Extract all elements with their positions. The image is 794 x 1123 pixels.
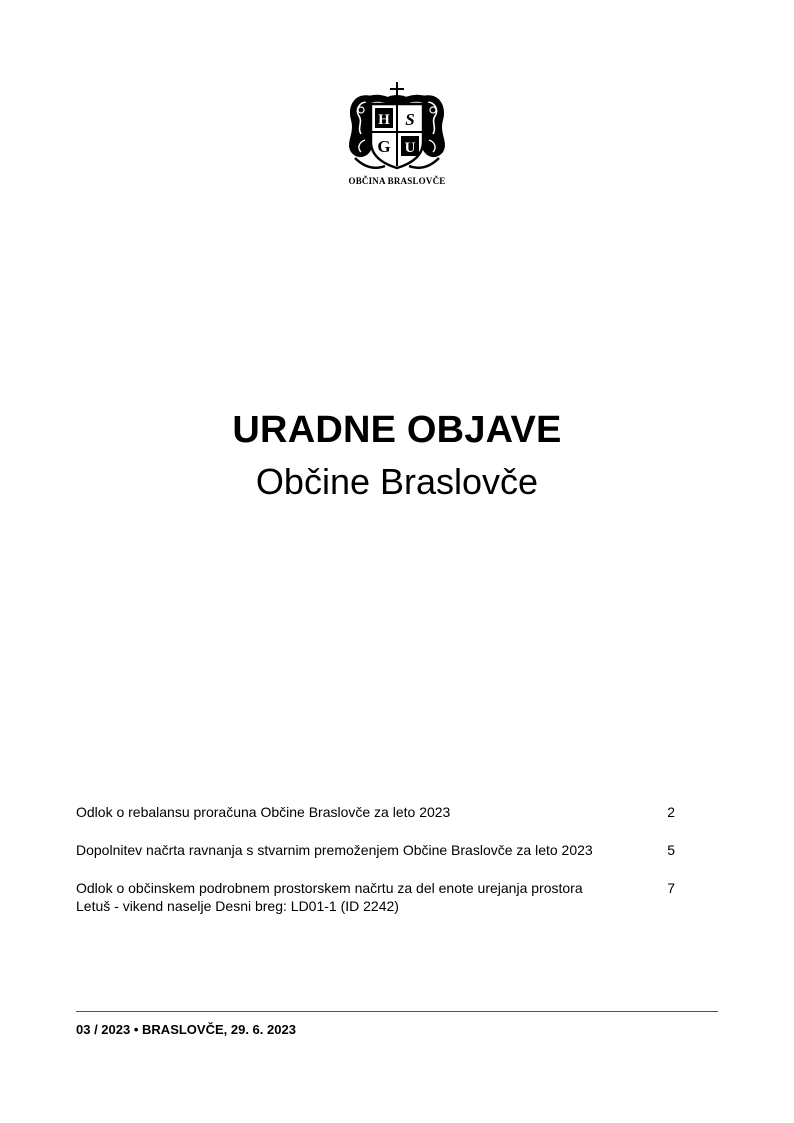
logo-letter-h: H — [378, 112, 390, 128]
table-of-contents — [76, 803, 681, 935]
bullet-separator: • — [133, 1022, 139, 1037]
toc-entry-title: Dopolnitev načrta ravnanja s stvarnim premoženjem Občine Braslovče za leto 2023 — [76, 842, 593, 858]
footer-issue-line — [76, 1022, 296, 1037]
issue-number: 03 / 2023 — [76, 1022, 131, 1037]
toc-entry[interactable] — [76, 879, 681, 915]
toc-entry-page: 2 — [667, 804, 675, 820]
place-and-date: BRASLOVČE, 29. 6. 2023 — [142, 1022, 296, 1037]
logo-letter-s: S — [405, 110, 415, 129]
toc-entry-page: 7 — [667, 880, 675, 896]
footer-divider — [76, 1011, 718, 1012]
toc-entry-page: 5 — [667, 842, 675, 858]
toc-entry-title: Odlok o občinskem podrobnem prostorskem načrtu za del enote urejanja prostora Letuš - vikend naselje Desni breg: LD01-1 (ID 2242) — [76, 880, 583, 914]
toc-entry[interactable] — [76, 803, 681, 821]
toc-entry[interactable] — [76, 841, 681, 859]
page-title: URADNE OBJAVE — [232, 409, 562, 451]
toc-entry-title: Odlok o rebalansu proračuna Občine Braslovče za leto 2023 — [76, 804, 451, 820]
coat-of-arms-icon — [338, 80, 456, 174]
logo-letter-g: G — [377, 137, 391, 156]
logo-caption: OBČINA BRASLOVČE — [348, 176, 446, 186]
logo-letter-u: U — [404, 140, 416, 156]
page-subtitle: Občine Braslovče — [255, 461, 539, 502]
